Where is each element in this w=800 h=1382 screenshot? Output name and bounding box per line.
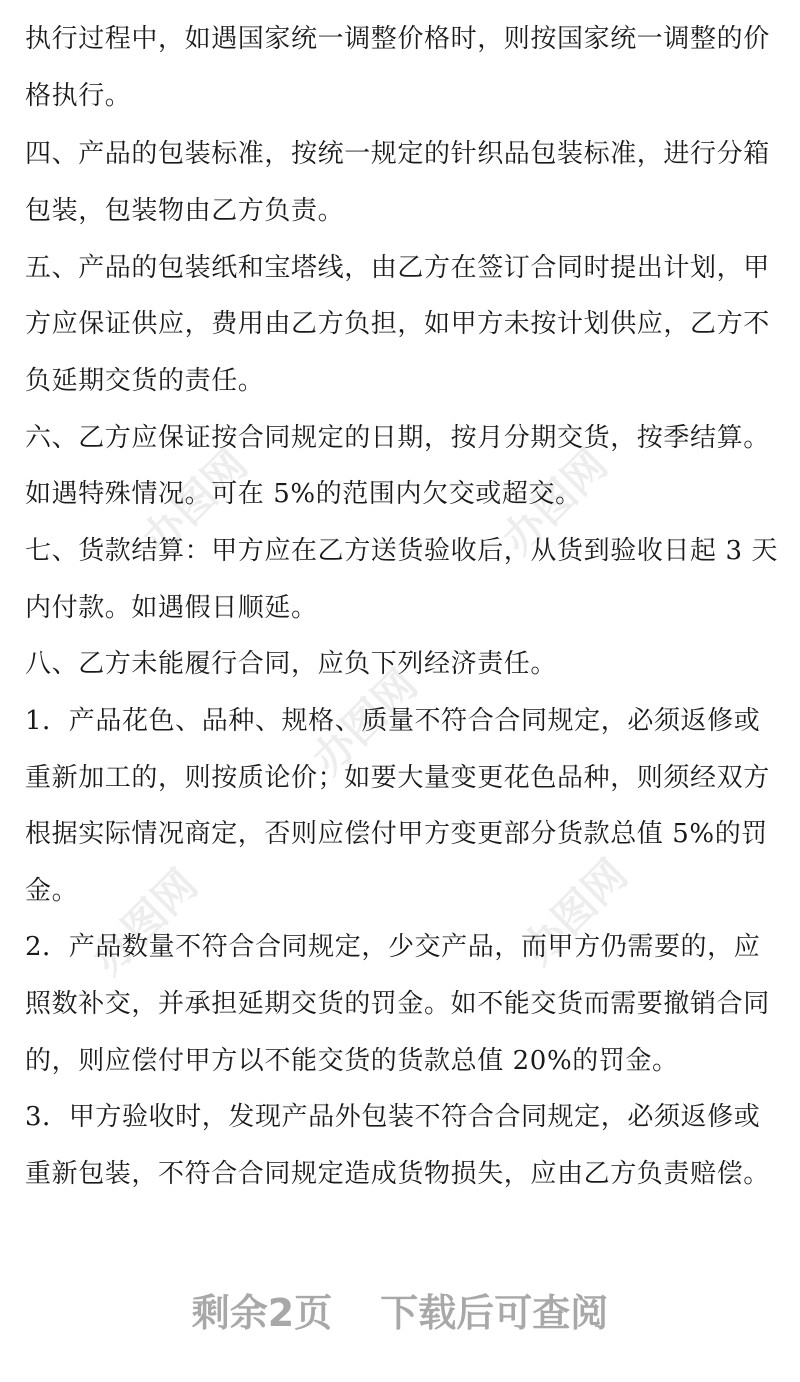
watermark: 办图网 xyxy=(512,849,637,974)
watermark: 办图网 xyxy=(302,659,427,784)
text-line: 八、乙方未能履行合同，应负下列经济责任。 xyxy=(25,649,558,679)
text-line: 七、货款结算：甲方应在乙方送货验收后，从货到验收日起 3 天 xyxy=(25,536,779,566)
download-to-view-label: 下载后可查阅 xyxy=(380,1291,609,1335)
watermark: 办图网 xyxy=(132,439,257,564)
text-line: 负延期交货的责任。 xyxy=(25,366,265,396)
remaining-pages-label: 剩余2页 xyxy=(191,1291,333,1335)
text-line: 的，则应偿付甲方以不能交货的货款总值 20%的罚金。 xyxy=(25,1046,679,1076)
text-line: 包装，包装物由乙方负责。 xyxy=(25,196,345,226)
text-line: 如遇特殊情况。可在 5%的范围内欠交或超交。 xyxy=(25,479,582,509)
text-line: 重新包装，不符合合同规定造成货物损失，应由乙方负责赔偿。 xyxy=(25,1159,770,1189)
text-line: 根据实际情况商定，否则应偿付甲方变更部分货款总值 5%的罚 xyxy=(25,819,768,849)
watermark: 办图网 xyxy=(82,859,207,984)
text-line: 2．产品数量不符合合同规定，少交产品，而甲方仍需要的，应 xyxy=(25,932,761,962)
text-line: 执行过程中，如遇国家统一调整价格时，则按国家统一调整的价 xyxy=(25,24,770,54)
text-line: 照数补交，并承担延期交货的罚金。如不能交货而需要撤销合同 xyxy=(25,989,770,1019)
text-line: 内付款。如遇假日顺延。 xyxy=(25,593,318,623)
text-line: 重新加工的，则按质论价；如要大量变更花色品种，则须经双方 xyxy=(25,763,770,793)
text-line: 格执行。 xyxy=(25,81,132,111)
watermark: 办图网 xyxy=(492,439,617,564)
text-line: 五、产品的包装纸和宝塔线，由乙方在签订合同时提出计划，甲 xyxy=(25,253,770,283)
text-line: 四、产品的包装标准，按统一规定的针织品包装标准，进行分箱 xyxy=(25,139,770,169)
preview-limit-notice[interactable] xyxy=(0,1282,800,1337)
text-line: 方应保证供应，费用由乙方负担，如甲方未按计划供应，乙方不 xyxy=(25,309,770,339)
text-line: 金。 xyxy=(25,876,79,906)
text-line: 六、乙方应保证按合同规定的日期，按月分期交货，按季结算。 xyxy=(25,423,770,453)
text-line: 3．甲方验收时，发现产品外包装不符合合同规定，必须返修或 xyxy=(25,1102,761,1132)
text-line: 1．产品花色、品种、规格、质量不符合合同规定，必须返修或 xyxy=(25,706,761,736)
